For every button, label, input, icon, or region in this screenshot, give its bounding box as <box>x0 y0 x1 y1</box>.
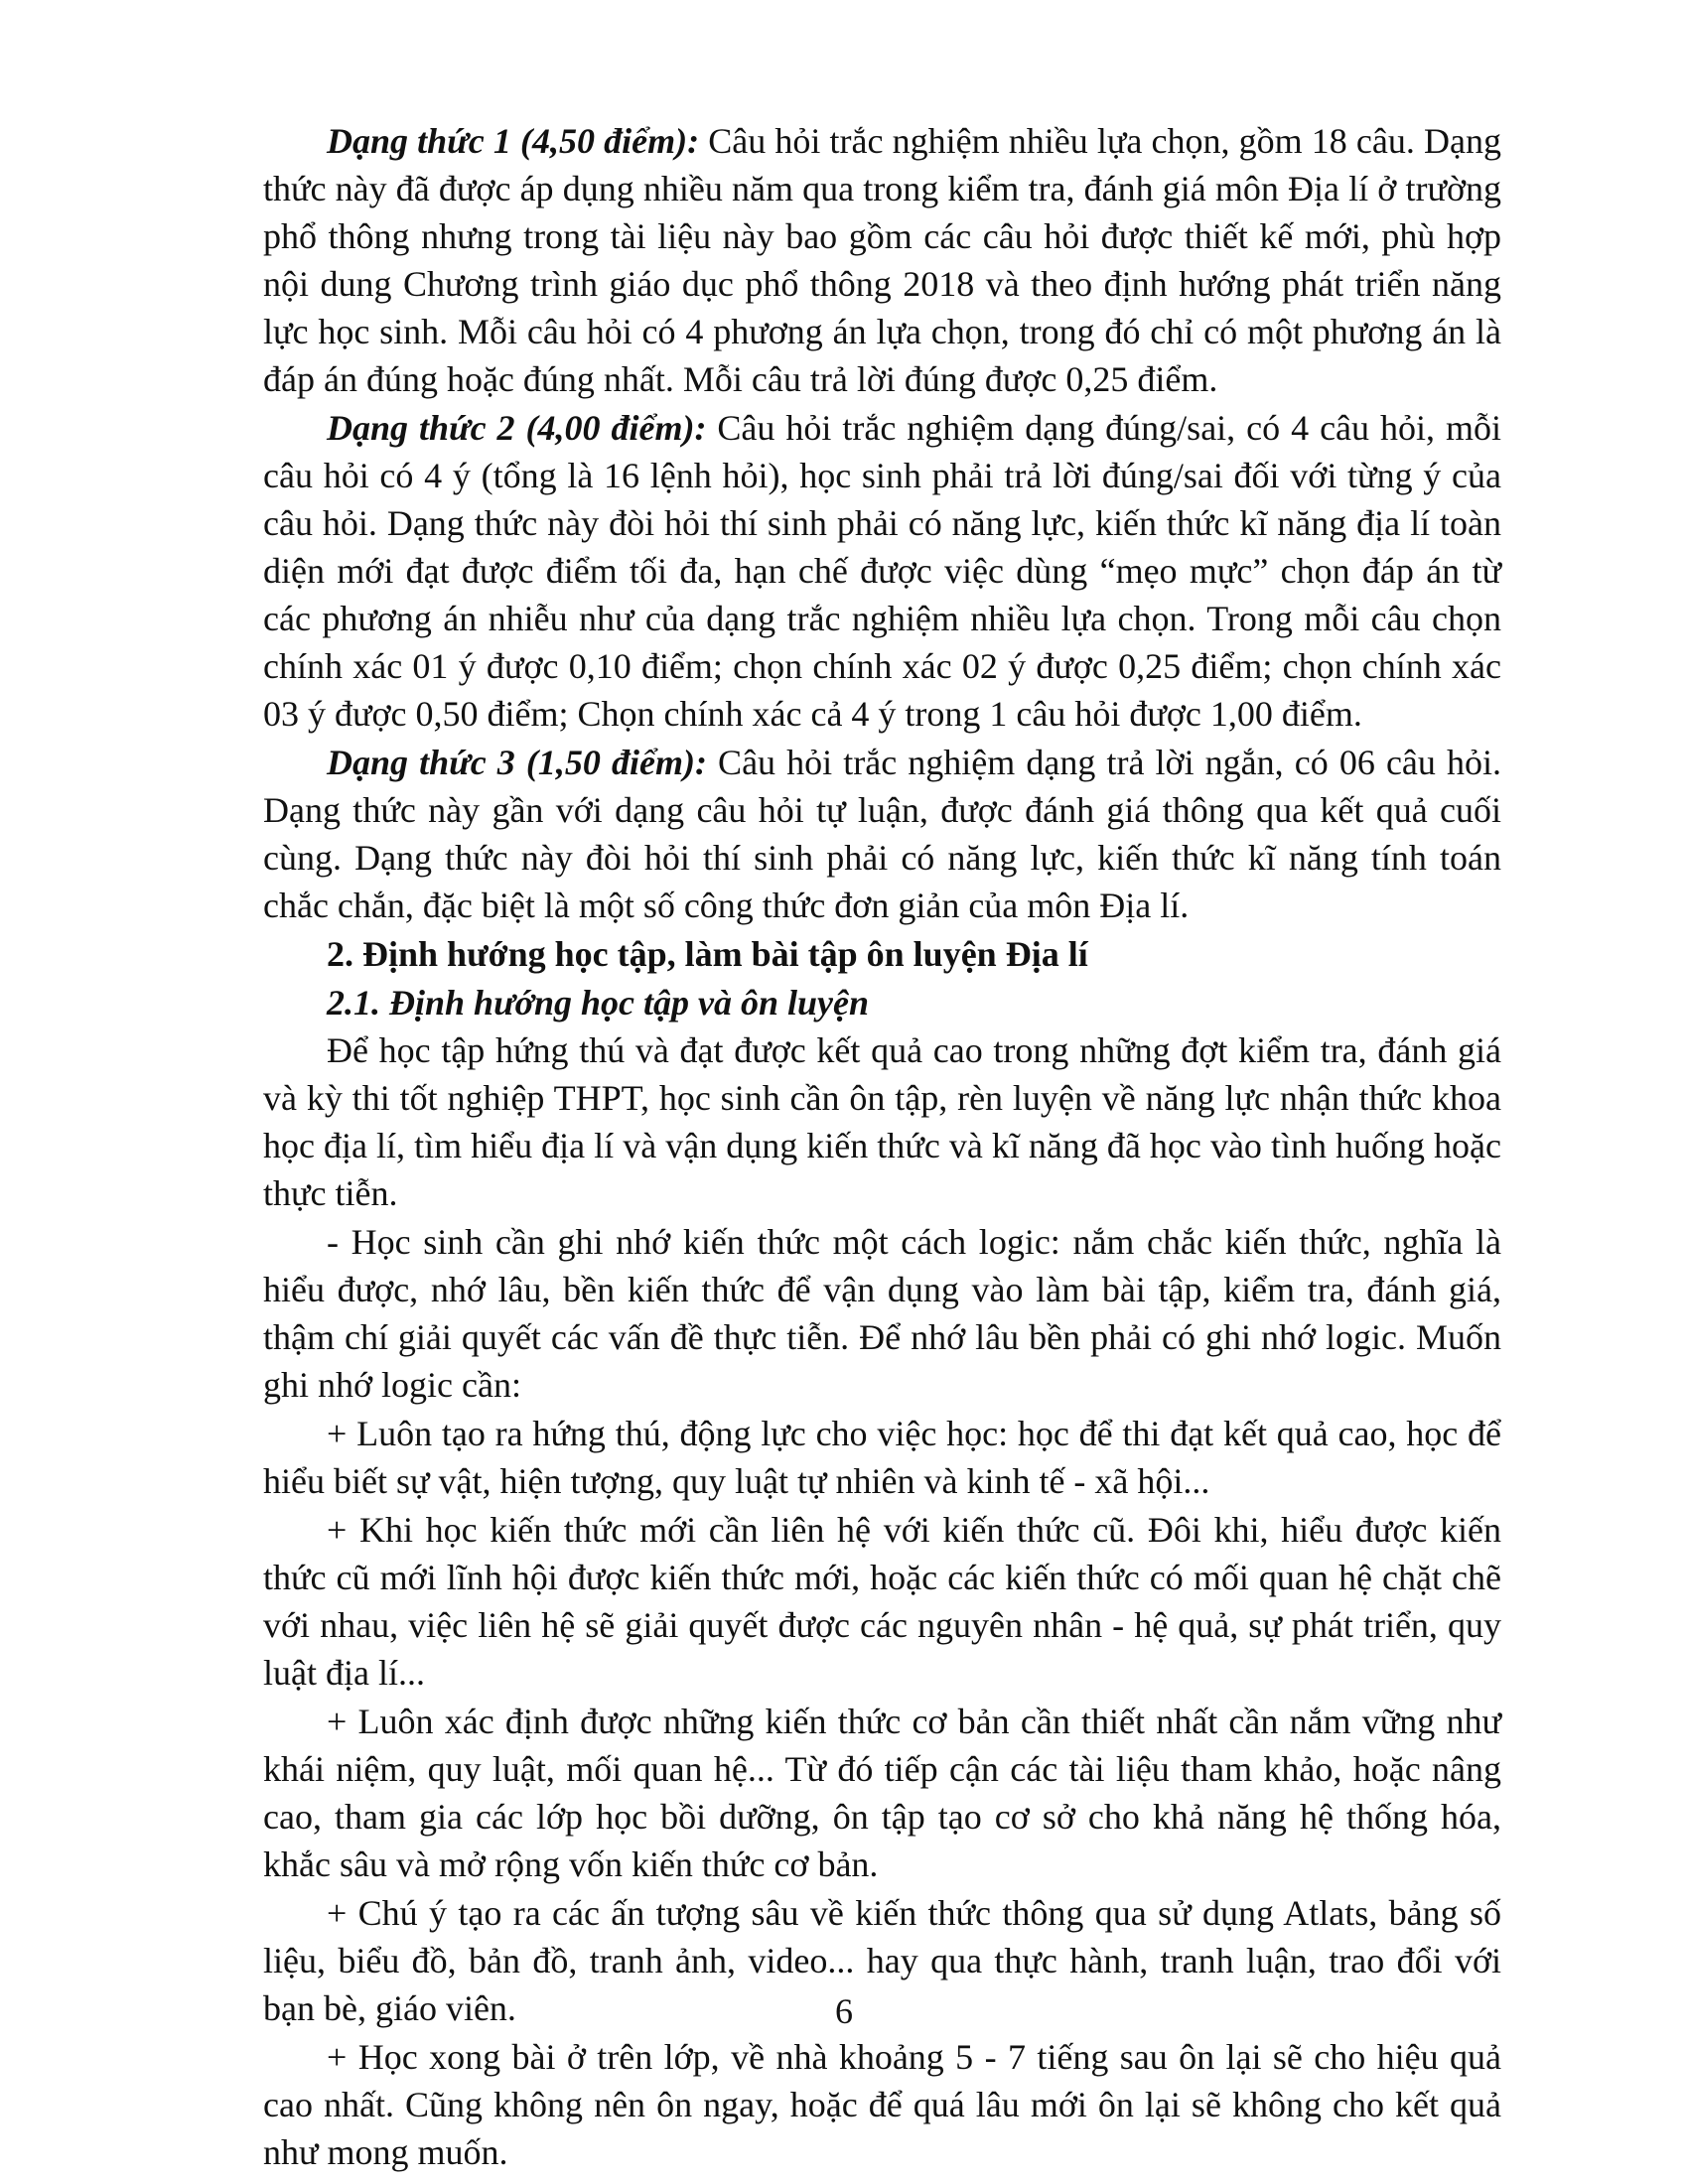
body-bullet-impressions: + Chú ý tạo ra các ấn tượng sâu về kiến thức thông qua sử dụng Atlats, bảng số liệu, biểu đồ, bản đồ, tranh ảnh, video... hay qua thực hành, tranh luận, trao đổi với bạn bè, giáo viên. <box>263 1893 1501 2028</box>
format-1-lead: Dạng thức 1 (4,50 điểm): <box>327 121 700 161</box>
format-2-paragraph <box>263 404 1501 738</box>
format-2-lead: Dạng thức 2 (4,00 điểm): <box>327 408 707 448</box>
body-bullet-link-knowledge: + Khi học kiến thức mới cần liên hệ với kiến thức cũ. Đôi khi, hiểu được kiến thức cũ mới lĩnh hội được kiến thức mới, hoặc các kiến thức có mối quan hệ chặt chẽ với nhau, việc liên hệ sẽ giải quyết được các nguyên nhân - hệ quả, sự phát triển, quy luật địa lí... <box>263 1510 1501 1693</box>
body-paragraph-logic: - Học sinh cần ghi nhớ kiến thức một cách logic: nắm chắc kiến thức, nghĩa là hiểu được, nhớ lâu, bền kiến thức để vận dụng vào làm bài tập, kiểm tra, đánh giá, thậm chí giải quyết các vấn đề thực tiễn. Để nhớ lâu bền phải có ghi nhớ logic. Muốn ghi nhớ logic cần: <box>263 1222 1501 1405</box>
format-3-text: Câu hỏi trắc nghiệm dạng trả lời ngắn, có 06 câu hỏi. Dạng thức này gần với dạng câu hỏi tự luận, được đánh giá thông qua kết quả cuối cùng. Dạng thức này đòi hỏi thí sinh phải có năng lực, kiến thức kĩ năng tính toán chắc chắn, đặc biệt là một số công thức đơn giản của môn Địa lí. <box>263 743 1501 925</box>
body-paragraph-intro: Để học tập hứng thú và đạt được kết quả cao trong những đợt kiểm tra, đánh giá và kỳ thi tốt nghiệp THPT, học sinh cần ôn tập, rèn luyện về năng lực nhận thức khoa học địa lí, tìm hiểu địa lí và vận dụng kiến thức và kĩ năng đã học vào tình huống hoặc thực tiễn. <box>263 1030 1501 1213</box>
section-heading: 2. Định hướng học tập, làm bài tập ôn luyện Địa lí <box>327 934 1088 974</box>
page-content <box>263 117 1501 2176</box>
body-bullet-motivation: + Luôn tạo ra hứng thú, động lực cho việc học: học để thi đạt kết quả cao, học để hiểu biết sự vật, hiện tượng, quy luật tự nhiên và kinh tế - xã hội... <box>263 1414 1501 1501</box>
format-3-lead: Dạng thức 3 (1,50 điểm): <box>327 743 707 782</box>
page-number: 6 <box>835 1991 853 2031</box>
subsection-heading: 2.1. Định hướng học tập và ôn luyện <box>327 983 869 1023</box>
format-1-text: Câu hỏi trắc nghiệm nhiều lựa chọn, gồm 18 câu. Dạng thức này đã được áp dụng nhiều năm qua trong kiểm tra, đánh giá môn Địa lí ở trường phổ thông nhưng trong tài liệu này bao gồm các câu hỏi được thiết kế mới, phù hợp nội dung Chương trình giáo dục phổ thông 2018 và theo định hướng phát triển năng lực học sinh. Mỗi câu hỏi có 4 phương án lựa chọn, trong đó chỉ có một phương án là đáp án đúng hoặc đúng nhất. Mỗi câu trả lời đúng được 0,25 điểm. <box>263 121 1501 399</box>
body-bullet-core-knowledge: + Luôn xác định được những kiến thức cơ bản cần thiết nhất cần nắm vững như khái niệm, quy luật, mối quan hệ... Từ đó tiếp cận các tài liệu tham khảo, hoặc nâng cao, tham gia các lớp học bồi dưỡng, ôn tập tạo cơ sở cho khả năng hệ thống hóa, khắc sâu và mở rộng vốn kiến thức cơ bản. <box>263 1702 1501 1884</box>
format-1-paragraph <box>263 117 1501 403</box>
format-2-text: Câu hỏi trắc nghiệm dạng đúng/sai, có 4 câu hỏi, mỗi câu hỏi có 4 ý (tổng là 16 lệnh hỏi), học sinh phải trả lời đúng/sai đối với từng ý của câu hỏi. Dạng thức này đòi hỏi thí sinh phải có năng lực, kiến thức kĩ năng địa lí toàn diện mới đạt được điểm tối đa, hạn chế được việc dùng “mẹo mực” chọn đáp án từ các phương án nhiễu như của dạng trắc nghiệm nhiều lựa chọn. Trong mỗi câu chọn chính xác 01 ý được 0,10 điểm; chọn chính xác 02 ý được 0,25 điểm; chọn chính xác 03 ý được 0,50 điểm; Chọn chính xác cả 4 ý trong 1 câu hỏi được 1,00 điểm. <box>263 408 1501 734</box>
format-3-paragraph <box>263 739 1501 929</box>
body-bullet-review-timing: + Học xong bài ở trên lớp, về nhà khoảng 5 - 7 tiếng sau ôn lại sẽ cho hiệu quả cao nhất. Cũng không nên ôn ngay, hoặc để quá lâu mới ôn lại sẽ không cho kết quả như mong muốn. <box>263 2037 1501 2172</box>
